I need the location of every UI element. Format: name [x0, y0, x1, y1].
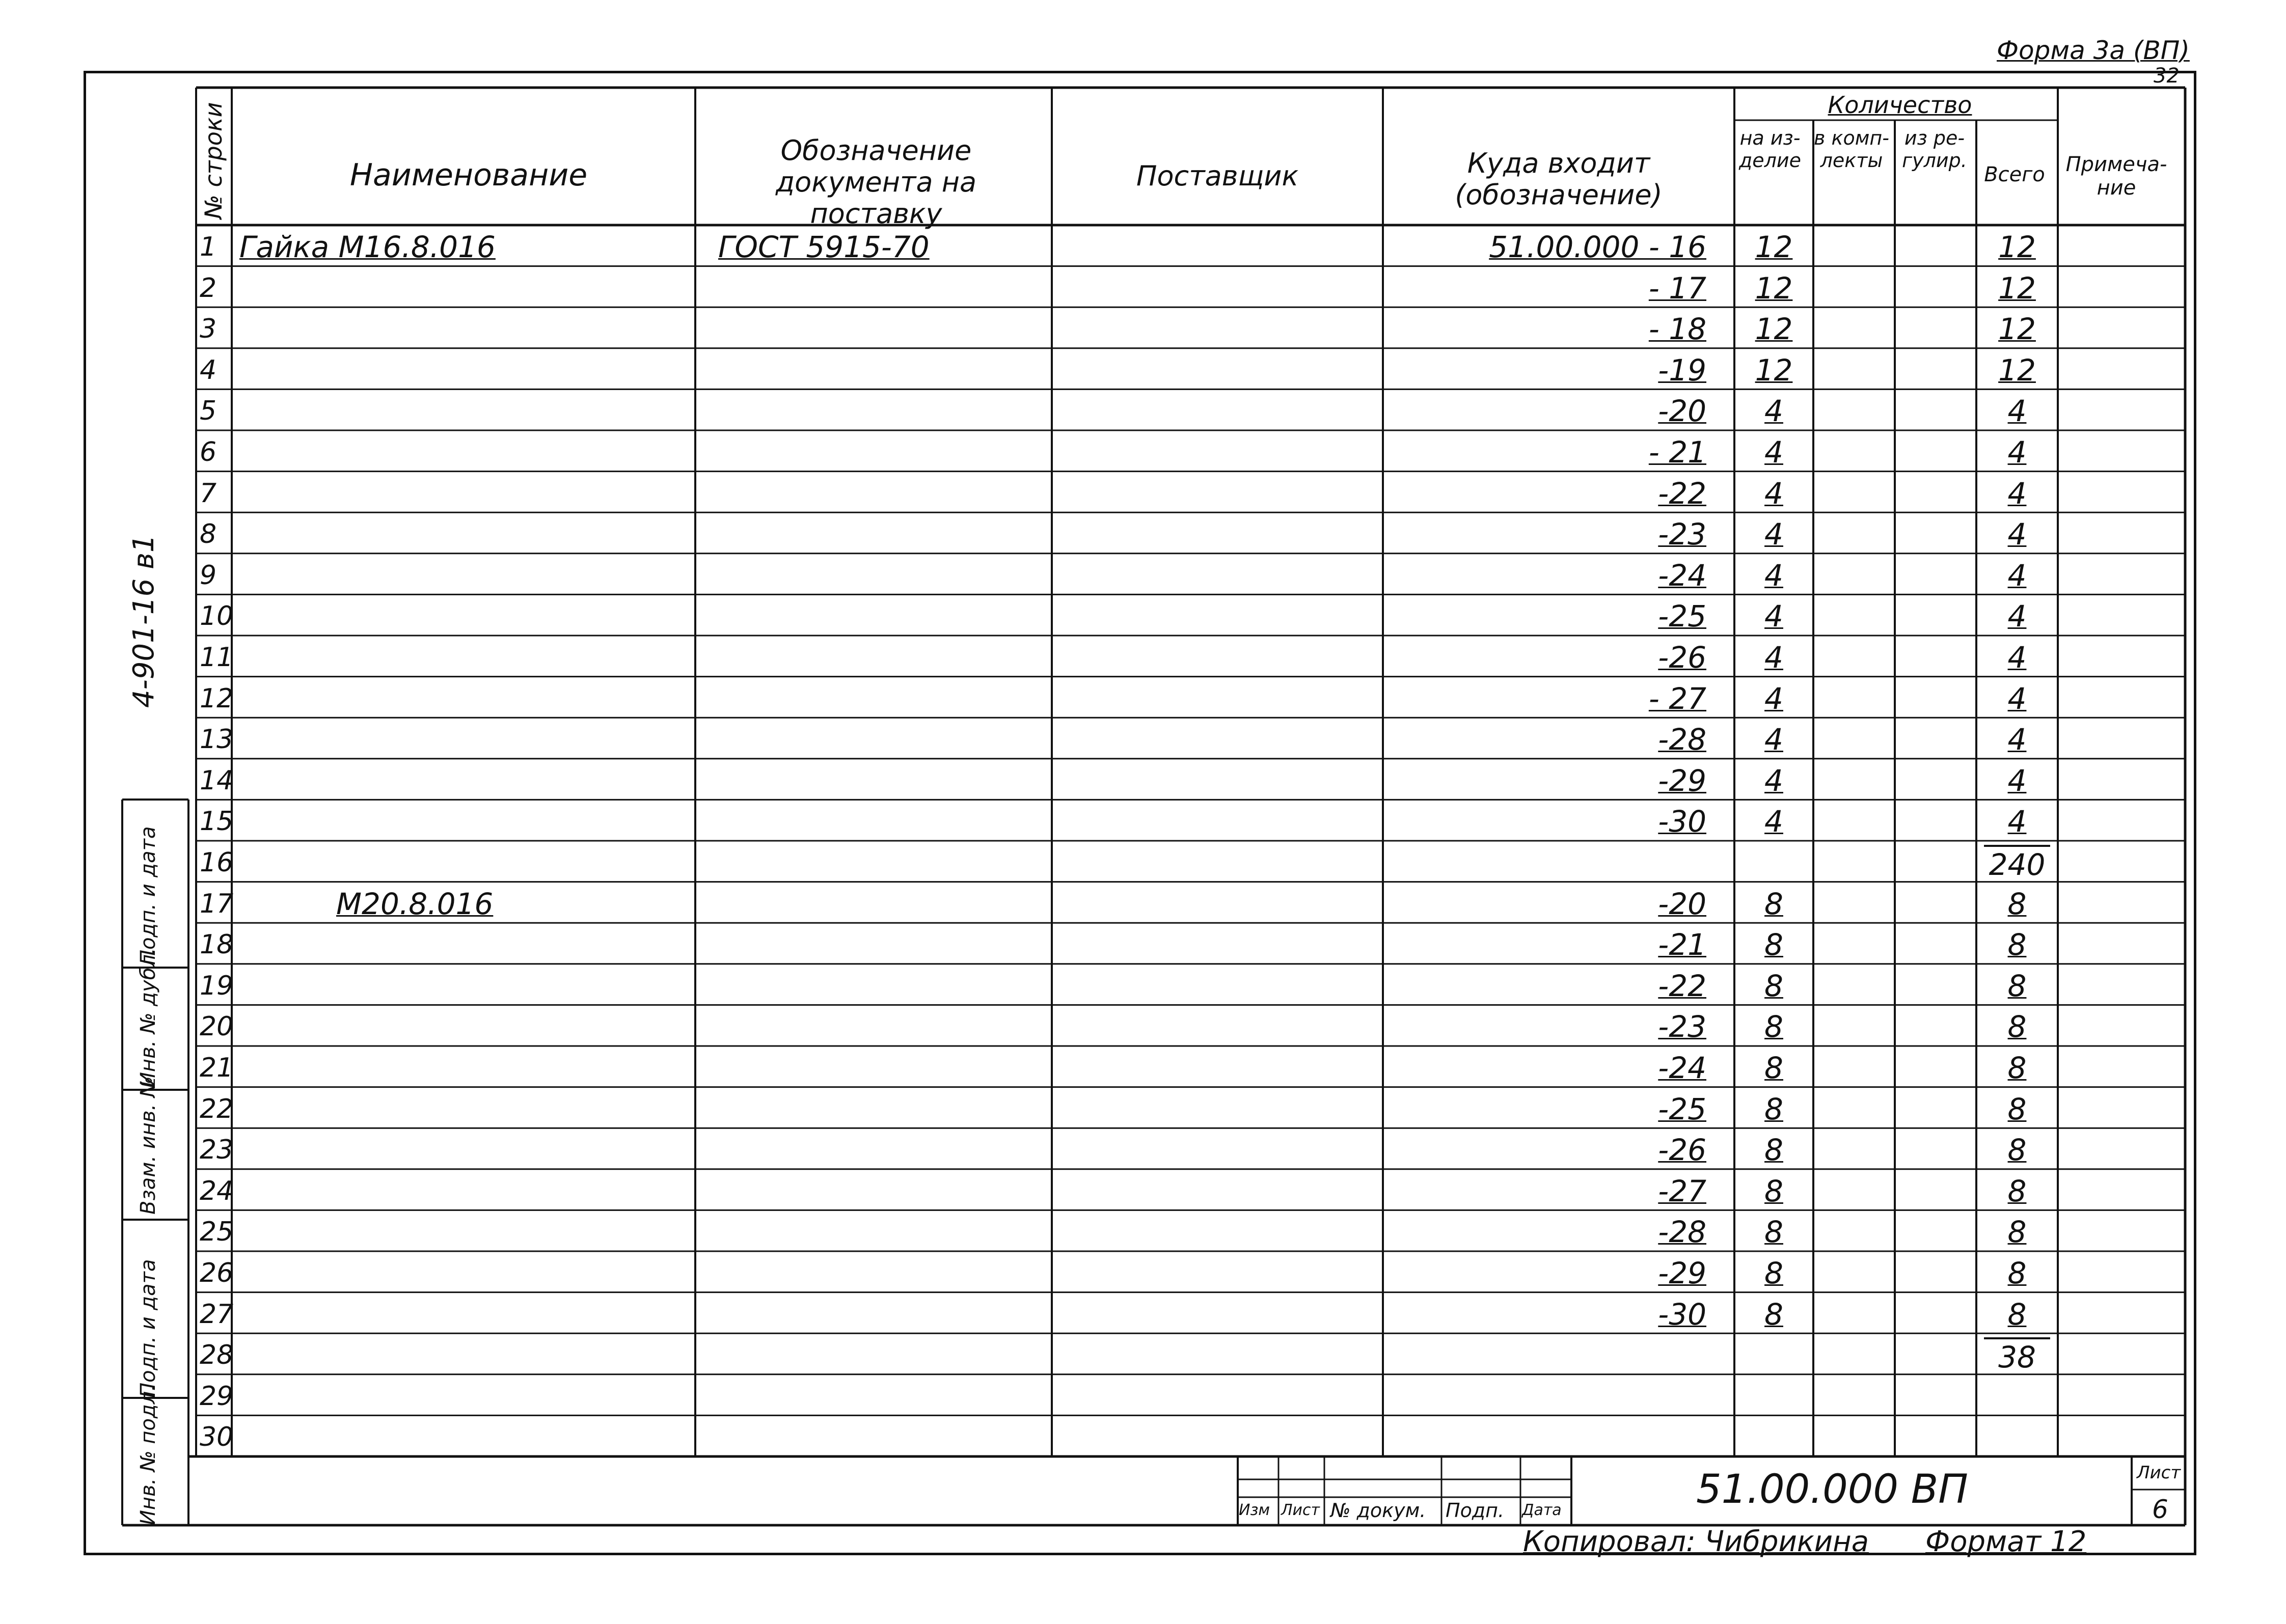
row-doc	[718, 640, 1044, 675]
row-qty-total: 240	[1984, 845, 2050, 883]
row-dest: -26	[1658, 1133, 1706, 1168]
row-qty-item: 4	[1764, 763, 1783, 798]
row-name	[239, 927, 688, 962]
row-name	[239, 1255, 688, 1291]
row-qty-item	[1737, 845, 1811, 880]
row-dest: - 18	[1648, 312, 1706, 347]
row-dest: -30	[1658, 1297, 1706, 1332]
header-row-no: № строки	[200, 102, 227, 219]
header-qty-reg: из ре-гулир.	[1902, 127, 1967, 172]
row-dest: -22	[1658, 476, 1706, 511]
row-dest: -23	[1658, 1009, 1706, 1044]
row-name	[239, 558, 688, 593]
row-doc	[718, 804, 1044, 839]
row-qty-total: 38	[1984, 1337, 2050, 1375]
row-name	[239, 1214, 688, 1250]
row-doc	[718, 1132, 1044, 1168]
row-name	[239, 1379, 688, 1414]
row-number: 5	[200, 396, 217, 427]
row-doc	[718, 763, 1044, 799]
row-number: 4	[200, 354, 217, 386]
tb-doc-no: № докум.	[1330, 1499, 1426, 1522]
stamp-inv-orig: Инв. № подл.	[137, 1385, 160, 1525]
header-dest: Куда входит (обозначение)	[1455, 147, 1663, 211]
row-doc	[718, 845, 1044, 880]
row-doc	[718, 681, 1044, 717]
row-qty-total: 8	[2007, 1009, 2027, 1044]
row-qty-total: 8	[2007, 927, 2027, 962]
row-number: 29	[200, 1381, 234, 1412]
row-number: 27	[200, 1299, 234, 1330]
tb-sheet-no: 6	[2152, 1495, 2168, 1524]
row-dest	[1406, 1419, 1706, 1455]
row-qty-total: 4	[2007, 435, 2027, 470]
row-name	[239, 1337, 688, 1373]
row-name	[239, 1173, 688, 1209]
row-name	[239, 270, 688, 306]
row-number: 8	[200, 519, 217, 550]
row-name	[239, 640, 688, 675]
row-qty-total: 12	[1998, 312, 2036, 347]
row-qty-total: 12	[1998, 270, 2036, 306]
row-number: 26	[200, 1258, 234, 1288]
stamp-sign-date-1: Подп. и дата	[137, 1259, 160, 1398]
row-name	[239, 1132, 688, 1168]
row-number: 18	[200, 929, 234, 960]
row-qty-total: 4	[2007, 558, 2027, 593]
row-qty-item: 4	[1764, 804, 1783, 839]
row-qty-item: 12	[1755, 312, 1793, 347]
row-doc	[718, 1297, 1044, 1332]
tb-izm: Изм	[1239, 1501, 1270, 1519]
header-doc: Обозначение документа на поставку	[775, 134, 977, 230]
row-name: Гайка М16.8.016	[239, 230, 496, 264]
header-note: Примеча-ние	[2065, 153, 2167, 200]
row-doc	[718, 1173, 1044, 1209]
row-number: 16	[200, 847, 234, 878]
row-qty-total: 4	[2007, 722, 2027, 757]
row-qty-item: 4	[1764, 394, 1783, 429]
row-dest	[1406, 1337, 1706, 1373]
row-dest: -24	[1658, 1051, 1706, 1085]
row-dest: - 27	[1648, 681, 1706, 716]
row-name	[239, 1050, 688, 1086]
row-doc	[718, 393, 1044, 429]
row-qty-total: 4	[2007, 476, 2027, 511]
row-qty-item: 4	[1764, 517, 1783, 552]
header-name: Наименование	[349, 157, 588, 193]
row-number: 30	[200, 1422, 234, 1453]
row-qty-item: 12	[1755, 230, 1793, 264]
row-number: 1	[200, 232, 217, 262]
row-name	[239, 681, 688, 717]
row-doc	[718, 1091, 1044, 1127]
row-name	[239, 804, 688, 839]
row-doc	[718, 598, 1044, 634]
row-dest	[1406, 1379, 1706, 1414]
row-name	[239, 1091, 688, 1127]
row-qty-item: 8	[1764, 1009, 1783, 1044]
row-qty-item: 8	[1764, 968, 1783, 1003]
header-supplier: Поставщик	[1136, 160, 1299, 192]
stamp-replace-inv: Взам. инв. №	[137, 1076, 160, 1215]
footer-format: Формат 12	[1925, 1525, 2087, 1558]
row-qty-item: 8	[1764, 1256, 1783, 1290]
row-name	[239, 393, 688, 429]
row-dest: -29	[1658, 763, 1706, 798]
corner-mark: 32	[2154, 64, 2180, 88]
header-qty-group: Количество	[1828, 91, 1972, 119]
row-doc	[718, 927, 1044, 962]
row-name	[239, 516, 688, 552]
row-dest: -22	[1658, 968, 1706, 1003]
row-doc	[718, 1419, 1044, 1455]
row-qty-total: 8	[2007, 886, 2027, 921]
row-number: 25	[200, 1217, 234, 1248]
row-qty-item: 8	[1764, 927, 1783, 962]
tb-list: Лист	[1281, 1501, 1320, 1519]
row-dest: -23	[1658, 517, 1706, 552]
row-qty-total: 12	[1998, 352, 2036, 388]
row-name	[239, 1297, 688, 1332]
row-qty-item: 4	[1764, 681, 1783, 716]
row-qty-total: 8	[2007, 1133, 2027, 1168]
row-qty-item: 4	[1764, 476, 1783, 511]
row-dest: -20	[1658, 886, 1706, 921]
row-dest: -28	[1658, 722, 1706, 757]
row-qty-item: 8	[1764, 1051, 1783, 1085]
row-number: 20	[200, 1011, 234, 1042]
row-dest: - 17	[1648, 270, 1706, 306]
row-qty-total: 4	[2007, 763, 2027, 798]
row-name	[239, 1009, 688, 1044]
row-number: 15	[200, 806, 234, 837]
row-qty-total: 8	[2007, 1091, 2027, 1126]
row-number: 11	[200, 642, 234, 673]
row-qty-item: 4	[1764, 435, 1783, 470]
row-name	[239, 968, 688, 1004]
row-doc	[718, 1255, 1044, 1291]
row-name	[239, 476, 688, 511]
row-dest: -25	[1658, 599, 1706, 634]
row-number: 10	[200, 601, 234, 632]
row-qty-item	[1737, 1379, 1811, 1414]
row-doc	[718, 886, 1044, 922]
row-dest: -21	[1658, 927, 1706, 962]
header-qty-total: Всего	[1984, 163, 2045, 186]
row-name	[239, 311, 688, 347]
tb-date: Дата	[1522, 1501, 1562, 1519]
row-qty-item	[1737, 1337, 1811, 1373]
tb-sign: Подп.	[1446, 1499, 1505, 1522]
row-name	[239, 598, 688, 634]
row-doc	[718, 352, 1044, 388]
stamp-inv-dup: Инв. № дубл.	[137, 948, 160, 1087]
row-qty-item: 8	[1764, 1173, 1783, 1208]
row-number: 28	[200, 1340, 234, 1371]
row-number: 7	[200, 478, 217, 509]
row-qty-item	[1737, 1419, 1811, 1455]
row-number: 21	[200, 1053, 234, 1083]
row-qty-total	[1984, 1419, 2050, 1455]
row-qty-item: 8	[1764, 886, 1783, 921]
row-number: 2	[200, 272, 217, 304]
row-number: 13	[200, 724, 234, 755]
row-number: 22	[200, 1093, 234, 1124]
row-number: 3	[200, 314, 217, 345]
row-name	[239, 352, 688, 388]
row-name	[239, 1419, 688, 1455]
row-dest: 51.00.000 - 16	[1489, 230, 1706, 264]
row-qty-item: 4	[1764, 722, 1783, 757]
row-qty-total: 12	[1998, 230, 2036, 264]
row-doc	[718, 968, 1044, 1004]
row-qty-item: 4	[1764, 640, 1783, 675]
row-qty-item: 4	[1764, 599, 1783, 634]
row-number: 14	[200, 765, 234, 796]
row-qty-total: 8	[2007, 968, 2027, 1003]
tb-sheet-label: Лист	[2137, 1463, 2181, 1483]
row-qty-item: 8	[1764, 1297, 1783, 1332]
row-qty-total: 4	[2007, 517, 2027, 552]
row-doc	[718, 1379, 1044, 1414]
row-qty-total: 8	[2007, 1215, 2027, 1250]
row-qty-item: 12	[1755, 270, 1793, 306]
row-doc	[718, 558, 1044, 593]
footer-copied: Копировал: Чибрикина	[1523, 1525, 1869, 1558]
row-number: 17	[200, 888, 234, 919]
row-doc	[718, 1009, 1044, 1044]
tb-designation: 51.00.000 ВП	[1696, 1467, 1968, 1512]
row-dest: -19	[1658, 352, 1706, 388]
row-name	[239, 434, 688, 470]
row-dest	[1406, 845, 1706, 880]
row-qty-item: 8	[1764, 1215, 1783, 1250]
side-code: 4-901-16 в1	[127, 534, 160, 708]
row-doc	[718, 270, 1044, 306]
row-number: 23	[200, 1135, 234, 1166]
row-doc	[718, 1214, 1044, 1250]
row-doc	[718, 722, 1044, 757]
row-qty-total	[1984, 1379, 2050, 1414]
row-doc: ГОСТ 5915-70	[718, 230, 930, 264]
row-doc	[718, 1050, 1044, 1086]
row-dest: - 21	[1648, 435, 1706, 470]
header-qty-kits: в комп-лекты	[1814, 127, 1889, 172]
row-number: 24	[200, 1175, 234, 1206]
row-dest: -29	[1658, 1256, 1706, 1290]
row-number: 12	[200, 683, 234, 714]
row-name: М20.8.016	[336, 886, 494, 921]
row-dest: -25	[1658, 1091, 1706, 1126]
row-number: 19	[200, 970, 234, 1001]
row-doc	[718, 434, 1044, 470]
row-number: 6	[200, 437, 217, 467]
row-qty-total: 8	[2007, 1297, 2027, 1332]
header-qty-item: на из-делие	[1738, 127, 1801, 172]
row-qty-item: 8	[1764, 1091, 1783, 1126]
row-qty-item: 12	[1755, 352, 1793, 388]
row-dest: -28	[1658, 1215, 1706, 1250]
row-doc	[718, 1337, 1044, 1373]
row-qty-total: 4	[2007, 804, 2027, 839]
row-name	[239, 845, 688, 880]
row-dest: -30	[1658, 804, 1706, 839]
stamp-sign-date-2: Подп. и дата	[137, 826, 160, 965]
row-dest: -26	[1658, 640, 1706, 675]
row-qty-total: 4	[2007, 394, 2027, 429]
form-label: Форма 3а (ВП)	[1997, 36, 2190, 65]
row-number: 9	[200, 560, 217, 591]
row-name	[239, 763, 688, 799]
row-qty-item: 8	[1764, 1133, 1783, 1168]
row-qty-total: 8	[2007, 1051, 2027, 1085]
row-qty-total: 4	[2007, 599, 2027, 634]
row-qty-total: 4	[2007, 640, 2027, 675]
row-qty-total: 4	[2007, 681, 2027, 716]
row-doc	[718, 311, 1044, 347]
row-name	[239, 722, 688, 757]
row-qty-total: 8	[2007, 1256, 2027, 1290]
row-dest: -20	[1658, 394, 1706, 429]
row-dest: -24	[1658, 558, 1706, 593]
row-dest: -27	[1658, 1173, 1706, 1208]
row-doc	[718, 476, 1044, 511]
row-doc	[718, 516, 1044, 552]
row-qty-total: 8	[2007, 1173, 2027, 1208]
row-qty-item: 4	[1764, 558, 1783, 593]
